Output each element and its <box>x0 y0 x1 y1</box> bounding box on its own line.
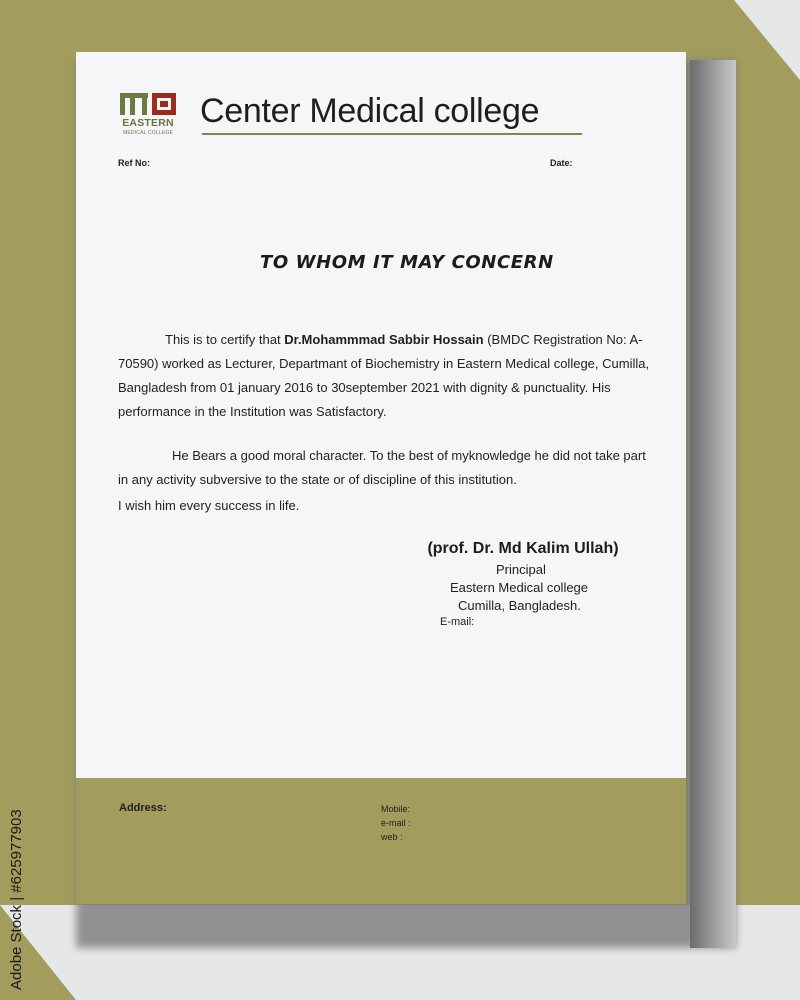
signatory-city: Cumilla, Bangladesh. <box>458 598 581 613</box>
signatory-organization: Eastern Medical college <box>450 580 589 595</box>
certification-details: (BMDC Registration No: A-70590) worked as Lecturer, Departmant of Biochemistry in Eastern Medical college, Cumilla, Bangladesh from 01 january 2016 to 30september 2021 with dignity & punctuality. His performance in the Institution was Satisfactory. <box>118 332 650 419</box>
paragraph-character <box>118 444 658 492</box>
footer-email-label: e-mail : <box>381 818 411 828</box>
paragraph-certification <box>118 328 658 424</box>
logo-mark-icon <box>118 92 178 116</box>
logo-text: EASTERN <box>122 117 174 129</box>
character-text: He Bears a good moral character. To the best of myknowledge he did not take part in any activity subversive to the state or of discipline of this institution. <box>118 448 646 487</box>
ref-no-label: Ref No: <box>118 158 150 168</box>
doctor-name: Dr.Mohammmad Sabbir Hossain <box>284 332 484 347</box>
stock-id-label: Adobe Stock | #625977903 <box>8 809 25 990</box>
title-rule <box>202 133 582 135</box>
web-label: web : <box>381 832 403 842</box>
signatory-name: (prof. Dr. Md Kalim Ullah) <box>427 540 619 557</box>
date-label: Date: <box>550 158 573 168</box>
letter-heading: TO WHOM IT MAY CONCERN <box>260 252 554 273</box>
college-title: Center Medical college <box>200 92 540 130</box>
address-label: Address: <box>119 802 167 814</box>
page-shadow-edge <box>690 60 736 948</box>
mobile-label: Mobile: <box>381 804 411 814</box>
paragraph-wishes: I wish him every success in life. <box>118 498 300 513</box>
signatory-role: Principal <box>496 562 546 577</box>
letter-footer <box>76 778 686 904</box>
letter-page <box>76 52 686 778</box>
certification-lead: This is to certify that <box>165 332 285 347</box>
college-logo <box>116 92 180 140</box>
background-corner-top <box>734 0 800 80</box>
signatory-email-label: E-mail: <box>440 616 475 628</box>
logo-subtext: MEDICAL COLLEGE <box>122 130 174 136</box>
